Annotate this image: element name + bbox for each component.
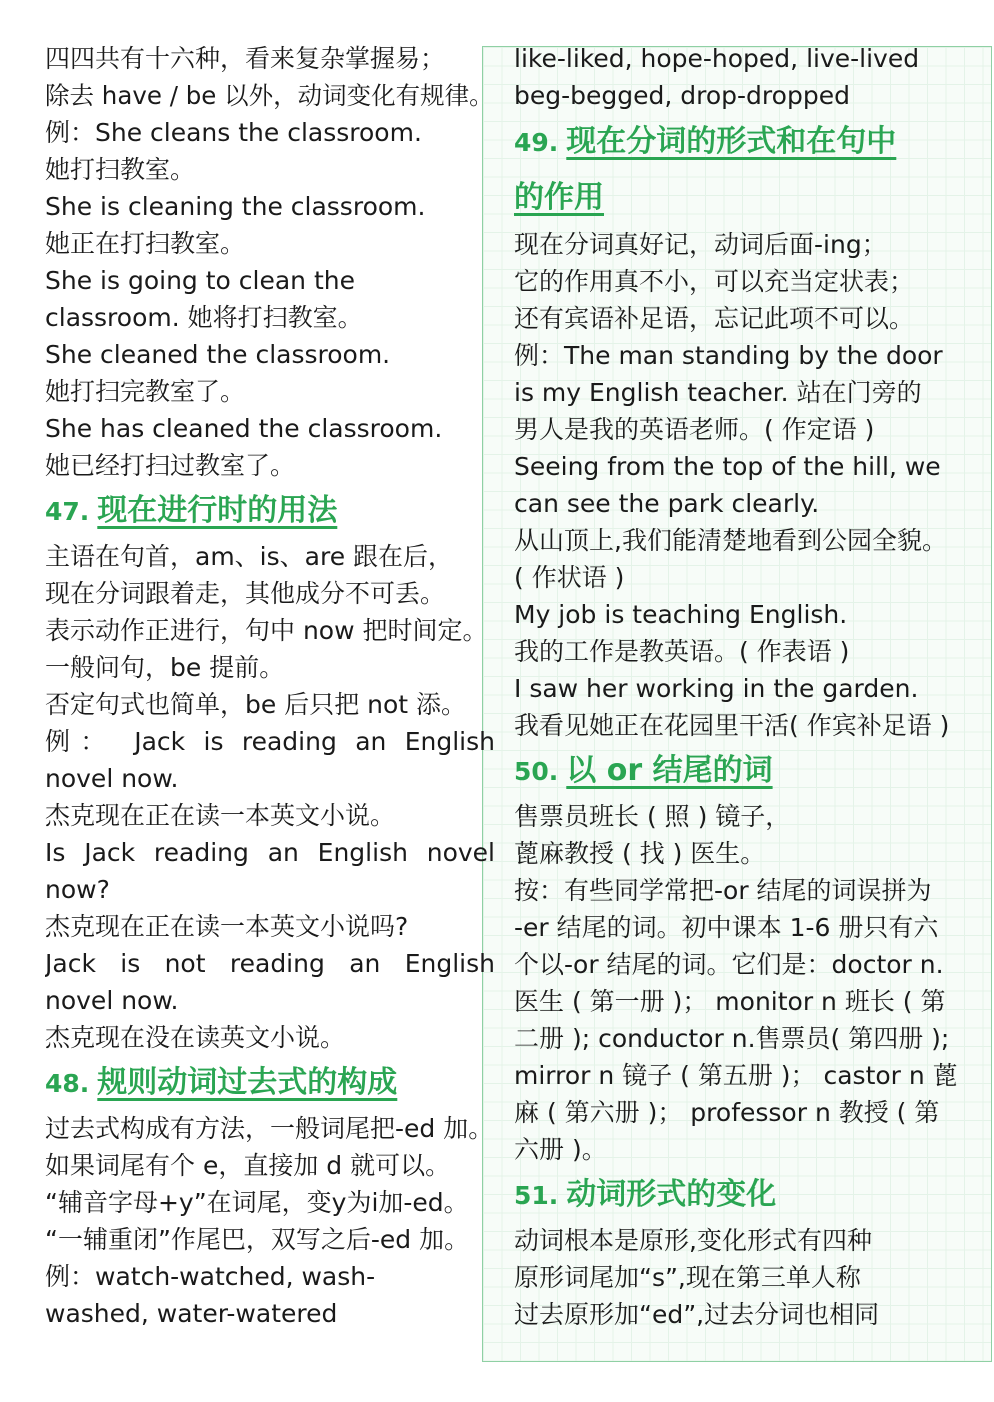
right-block-c: [514, 798, 964, 1168]
right-block-d: [514, 1222, 964, 1333]
text-line: She has cleaned the classroom.: [45, 414, 443, 443]
text-line: 麻 ( 第六册 )； professor n 教授 ( 第: [514, 1098, 940, 1127]
text-line: 它的作用真不小，可以充当定状表；: [514, 267, 915, 296]
text-line: washed, water-watered: [45, 1299, 338, 1328]
left-block-a: [45, 40, 495, 484]
section-title: 现在分词的形式和在句中: [566, 124, 897, 159]
text-line: novel now.: [45, 986, 179, 1015]
text-line: She is cleaning the classroom.: [45, 192, 426, 221]
text-line: 六册 )。: [514, 1135, 607, 1164]
text-line: “辅音字母+y”在词尾，变y为i加-ed。: [45, 1188, 469, 1217]
text-line: is my English teacher. 站在门旁的: [514, 378, 922, 407]
text-line: 主语在句首，am、is、are 跟在后，: [45, 542, 454, 571]
text-line: 蓖麻教授 ( 找 ) 医生。: [514, 839, 766, 868]
text-line: I saw her working in the garden.: [514, 674, 919, 703]
text-line: She cleaned the classroom.: [45, 340, 391, 369]
text-line: 现在分词跟着走，其他成分不可丢。: [45, 579, 446, 608]
section-title: 以 or 结尾的词: [566, 753, 773, 788]
text-line: 杰克现在没在读英文小说。: [45, 1023, 346, 1052]
section-number: 48.: [45, 1069, 90, 1098]
text-line: 她已经打扫过教室了。: [45, 451, 296, 480]
text-line: 杰克现在正在读一本英文小说吗?: [45, 912, 409, 941]
text-line: 除去 have / be 以外，动词变化有规律。: [45, 81, 494, 110]
text-line: 杰克现在正在读一本英文小说。: [45, 801, 396, 830]
text-line: 她打扫完教室了。: [45, 377, 246, 406]
section-number: 49.: [514, 128, 559, 157]
text-line: mirror n 镜子 ( 第五册 )； castor n 蓖: [514, 1061, 958, 1090]
text-line: 二册 ); conductor n.售票员( 第四册 );: [514, 1024, 950, 1053]
text-line: 现在分词真好记，动词后面-ing；: [514, 230, 887, 259]
text-line: -er 结尾的词。初中课本 1-6 册只有六: [514, 913, 939, 942]
text-line: 如果词尾有个 e，直接加 d 就可以。: [45, 1151, 451, 1180]
right-column: [514, 40, 964, 1333]
text-line: 过去式构成有方法，一般词尾把-ed 加。: [45, 1114, 494, 1143]
left-block-b: [45, 538, 495, 1056]
text-line: classroom. 她将打扫教室。: [45, 303, 363, 332]
text-line: Seeing from the top of the hill, we: [514, 452, 941, 481]
text-line: 过去原形加“ed”,过去分词也相同: [514, 1300, 880, 1329]
text-line: 医生 ( 第一册 )； monitor n 班长 ( 第: [514, 987, 946, 1016]
text-line: 否定句式也简单，be 后只把 not 添。: [45, 690, 467, 719]
text-line: She is going to clean the: [45, 266, 355, 295]
section-number: 51.: [514, 1181, 559, 1210]
text-line: can see the park clearly.: [514, 489, 820, 518]
left-block-c: [45, 1110, 495, 1332]
text-line: Jack is not reading an English: [45, 949, 495, 978]
text-line: 我的工作是教英语。( 作表语 ): [514, 637, 850, 666]
text-line: novel now.: [45, 764, 179, 793]
section-title: 的作用: [514, 180, 604, 215]
text-line: 男人是我的英语老师。( 作定语 ): [514, 415, 875, 444]
right-block-b: [514, 226, 964, 744]
text-line: 从山顶上,我们能清楚地看到公园全貌。: [514, 526, 947, 555]
left-column: [45, 40, 495, 1332]
section-title: 动词形式的变化: [566, 1177, 777, 1212]
section-title: 现在进行时的用法: [97, 493, 338, 528]
text-line: 按：有些同学常把-or 结尾的词误拼为: [514, 876, 932, 905]
text-line: 原形词尾加“s”,现在第三单人称: [514, 1263, 861, 1292]
text-line: 表示动作正进行，句中 now 把时间定。: [45, 616, 488, 645]
text-line: My job is teaching English.: [514, 600, 848, 629]
section-heading-49: [514, 114, 964, 170]
text-line: 例：She cleans the classroom.: [45, 118, 422, 147]
section-heading-51: [514, 1168, 964, 1222]
text-line: beg-begged, drop-dropped: [514, 81, 850, 110]
section-heading-48: [45, 1056, 495, 1110]
section-heading-47: [45, 484, 495, 538]
text-line: 一般问句，be 提前。: [45, 653, 285, 682]
section-number: 50.: [514, 757, 559, 786]
text-line: 她正在打扫教室。: [45, 229, 246, 258]
text-line: 例： Jack is reading an English: [45, 727, 495, 756]
right-block-a: [514, 40, 964, 114]
text-line: 动词根本是原形,变化形式有四种: [514, 1226, 872, 1255]
section-heading-50: [514, 744, 964, 798]
text-line: now?: [45, 875, 110, 904]
section-title: 规则动词过去式的构成: [97, 1065, 398, 1100]
text-line: “一辅重闭”作尾巴，双写之后-ed 加。: [45, 1225, 470, 1254]
text-line: 售票员班长 ( 照 ) 镜子，: [514, 802, 791, 831]
text-line: 例：watch-watched, wash-: [45, 1262, 376, 1291]
text-line: 例：The man standing by the door: [514, 341, 943, 370]
text-line: Is Jack reading an English novel: [45, 838, 495, 867]
section-heading-49-cont: [514, 170, 964, 226]
text-line: 个以-or 结尾的词。它们是：doctor n.: [514, 950, 944, 979]
text-line: 她打扫教室。: [45, 155, 196, 184]
text-line: 四四共有十六种，看来复杂掌握易；: [45, 44, 446, 73]
text-line: 还有宾语补足语，忘记此项不可以。: [514, 304, 915, 333]
text-line: 我看见她正在花园里干活( 作宾补足语 ): [514, 711, 950, 740]
text-line: like-liked, hope-hoped, live-lived: [514, 44, 920, 73]
section-number: 47.: [45, 497, 90, 526]
text-line: ( 作状语 ): [514, 563, 625, 592]
